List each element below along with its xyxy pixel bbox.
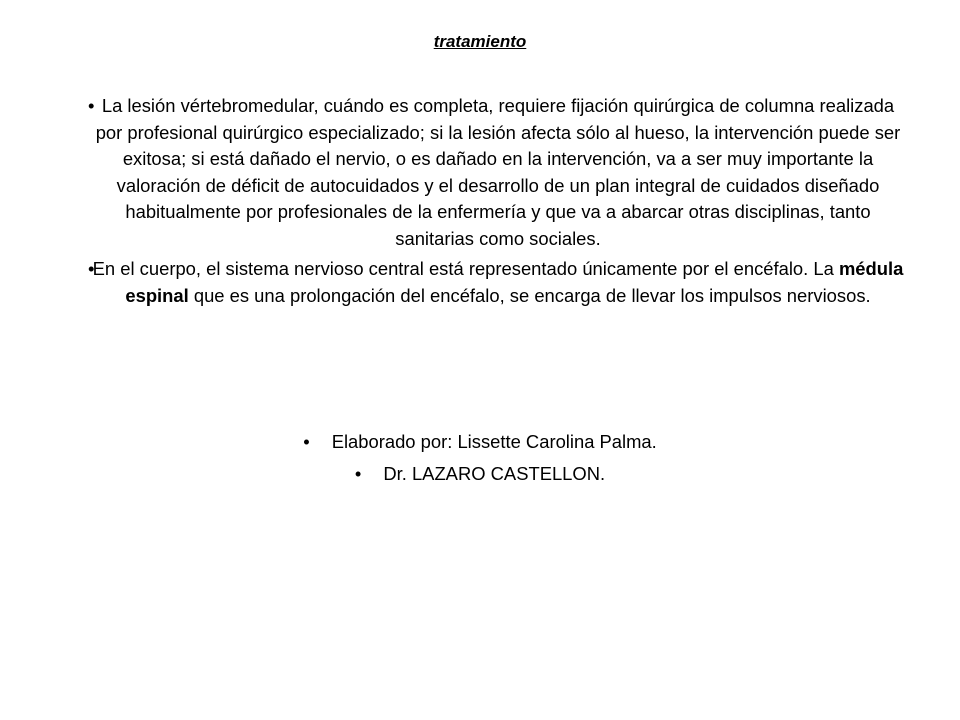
credit-item	[0, 461, 960, 487]
body-bullet-list	[88, 93, 908, 313]
slide-title: tratamiento	[433, 32, 527, 51]
list-item	[88, 256, 908, 309]
bullet-icon: •	[88, 258, 95, 279]
credits-list	[0, 429, 960, 493]
bullet-icon: •	[354, 463, 362, 484]
doctor-credit: Dr. LAZARO CASTELLON.	[383, 463, 606, 484]
paragraph-text-end: que es una prolongación del encéfalo, se encarga de llevar los impulsos nerviosos.	[188, 284, 871, 306]
bullet-icon: •	[303, 431, 310, 452]
list-item	[88, 93, 908, 252]
credit-item	[0, 429, 960, 455]
bullet-icon: •	[88, 95, 95, 116]
author-credit: Elaborado por: Lissette Carolina Palma.	[331, 431, 657, 452]
paragraph-text-start: En el cuerpo, el sistema nervioso central está representado únicamente por el encéfalo. La	[92, 258, 839, 279]
bold-term: médula espinal	[125, 258, 904, 306]
paragraph-text: La lesión vértebromedular, cuándo es completa, requiere fijación quirúrgica de columna realizada por profesional quirúrgico especializado; si la lesión afecta sólo al hueso, la intervención puede ser exitosa; si está dañado el nervio, o es dañado en la intervención, va a ser muy importante la valoración de déficit de autocuidados y el desarrollo de un plan integral de cuidados diseñado habitualmente por profesionales de la enfermería y que va a abarcar otras disciplinas, tanto sanitarias como sociales.	[95, 95, 901, 249]
